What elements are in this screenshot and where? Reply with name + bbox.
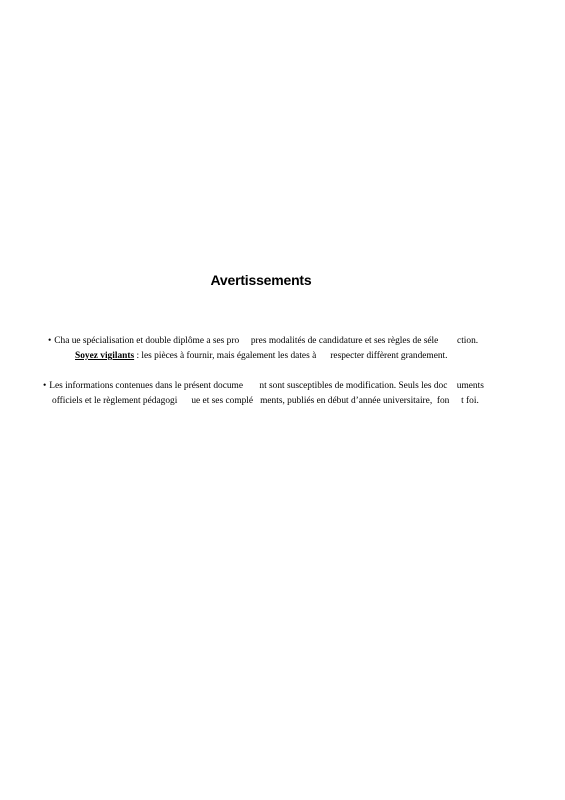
notice-1-line-1: [48, 336, 478, 346]
notice-1-text-2: : les pièces à fournir, mais également les dates à respecter diffèrent grandement.: [134, 351, 448, 361]
page-title: Avertissements: [210, 272, 312, 288]
bullet-1: •: [48, 336, 52, 346]
notice-1-emphasis: Soyez vigilants: [75, 351, 135, 361]
notice-1-text-1: Cha ue spécialisation et double diplôme a ses pro pres modalités de candidature et ses règles de séle ction.: [54, 336, 479, 346]
notice-2-text-1: Les informations contenues dans le présent docume nt sont susceptibles de modification. Seuls les doc uments: [49, 381, 484, 391]
bullet-2: •: [43, 381, 47, 391]
notice-2-line-2: [52, 396, 479, 406]
notice-2-text-2: officiels et le règlement pédagogi ue et ses complé ments, publiés en début d’année universitaire, fon t foi.: [52, 396, 479, 406]
notice-2-line-1: [43, 381, 484, 391]
notice-1-line-2: [75, 351, 448, 361]
